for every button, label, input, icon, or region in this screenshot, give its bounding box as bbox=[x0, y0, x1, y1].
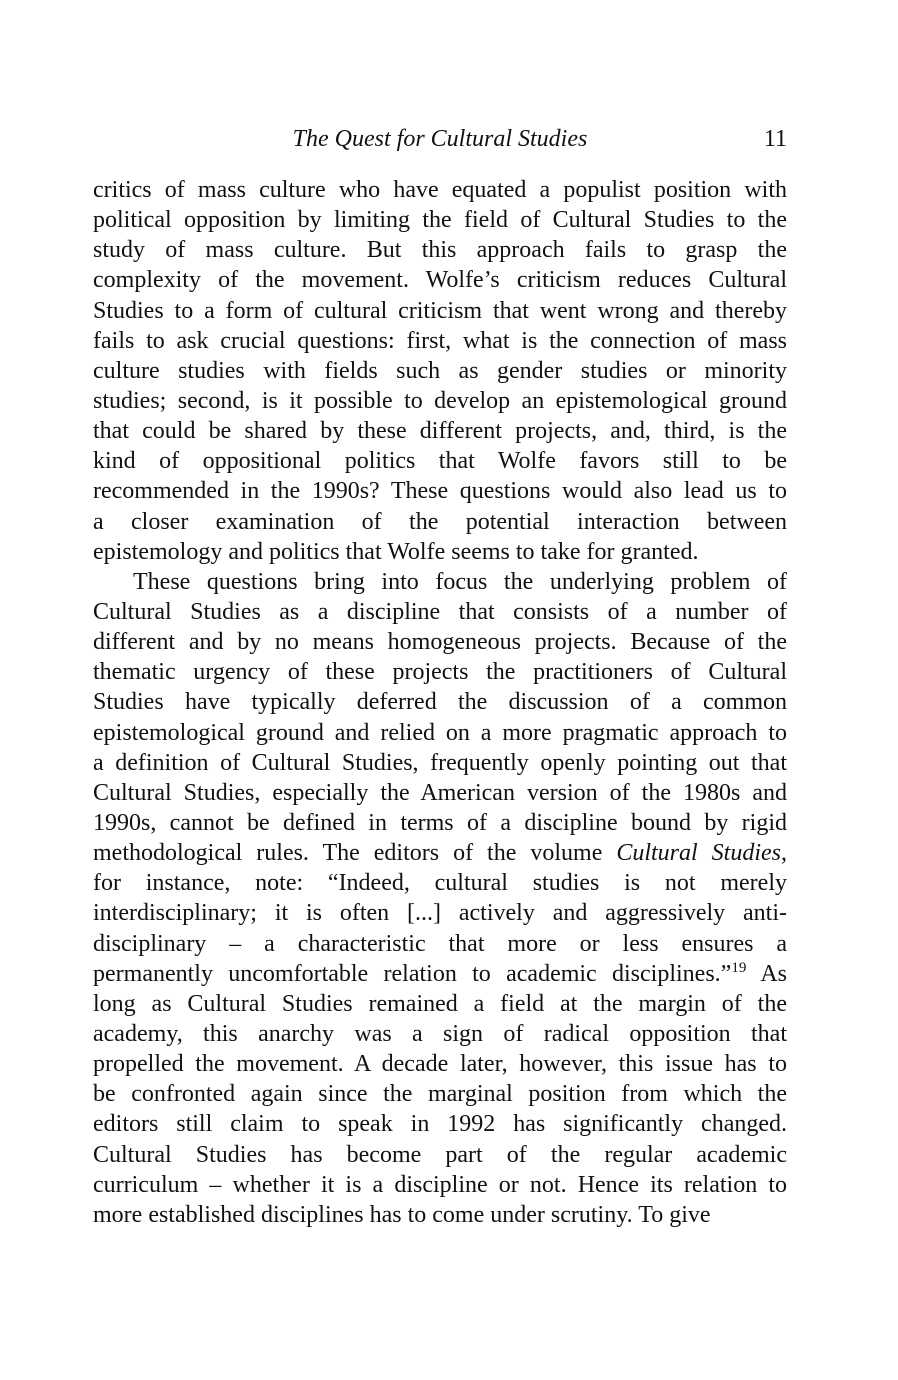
text-segment: a definition of Cultural Studies, frequently openly pointing out that bbox=[93, 749, 787, 776]
text-segment: different and by no means homogeneous projects. Because of the bbox=[93, 629, 787, 656]
text-segment: more established disciplines has to come under scrutiny. To give bbox=[93, 1201, 711, 1228]
text-segment: , bbox=[781, 840, 787, 867]
text-segment: Cultural Studies as a discipline that consists of a number of bbox=[93, 598, 787, 625]
text-segment: curriculum – whether it is a discipline or not. Hence its relation to bbox=[93, 1171, 787, 1198]
text-segment: epistemology and politics that Wolfe seems to take for granted. bbox=[93, 538, 699, 565]
text-line bbox=[93, 778, 787, 808]
text-segment: be confronted again since the marginal position from which the bbox=[93, 1081, 787, 1108]
text-line bbox=[93, 265, 787, 295]
text-segment: 1990s, cannot be defined in terms of a discipline bound by rigid bbox=[93, 809, 787, 836]
text-line bbox=[93, 386, 787, 416]
text-line bbox=[93, 597, 787, 627]
text-line bbox=[93, 507, 787, 537]
text-line bbox=[93, 748, 787, 778]
italic-title: Cultural Studies bbox=[616, 840, 781, 867]
text-line bbox=[93, 898, 787, 928]
text-line bbox=[93, 356, 787, 386]
text-segment: propelled the movement. A decade later, however, this issue has to bbox=[93, 1051, 787, 1078]
text-segment: methodological rules. The editors of the volume bbox=[93, 840, 617, 867]
text-line bbox=[93, 205, 787, 235]
text-segment: disciplinary – a characteristic that more or less ensures a bbox=[93, 930, 787, 957]
text-segment: Cultural Studies has become part of the regular academic bbox=[93, 1141, 787, 1168]
text-line bbox=[93, 989, 787, 1019]
text-segment: These questions bring into focus the underlying problem of bbox=[133, 568, 787, 595]
text-line bbox=[93, 476, 787, 506]
text-segment: that could be shared by these different projects, and, third, is the bbox=[93, 418, 787, 445]
body-text bbox=[93, 175, 787, 1230]
text-segment: studies; second, is it possible to develop an epistemological ground bbox=[93, 387, 787, 414]
text-line bbox=[93, 808, 787, 838]
text-line bbox=[93, 235, 787, 265]
text-segment: epistemological ground and relied on a more pragmatic approach to bbox=[93, 719, 787, 746]
paragraph bbox=[93, 567, 787, 1230]
text-segment: interdisciplinary; it is often [...] actively and aggressively anti- bbox=[93, 900, 787, 927]
paragraph bbox=[93, 175, 787, 567]
text-segment: As bbox=[746, 960, 787, 987]
text-line bbox=[93, 175, 787, 205]
text-segment: Cultural Studies, especially the American version of the 1980s and bbox=[93, 779, 787, 806]
text-line bbox=[93, 868, 787, 898]
text-segment: recommended in the 1990s? These questions would also lead us to bbox=[93, 478, 787, 505]
text-segment: long as Cultural Studies remained a field at the margin of the bbox=[93, 990, 787, 1017]
text-line bbox=[93, 627, 787, 657]
text-segment: critics of mass culture who have equated a populist position with bbox=[93, 177, 787, 203]
text-line bbox=[93, 1109, 787, 1139]
text-line bbox=[93, 1079, 787, 1109]
running-head bbox=[93, 122, 787, 156]
text-line bbox=[93, 959, 787, 989]
text-line bbox=[93, 929, 787, 959]
text-line bbox=[93, 296, 787, 326]
text-segment: for instance, note: “Indeed, cultural studies is not merely bbox=[93, 870, 787, 897]
text-segment: editors still claim to speak in 1992 has significantly changed. bbox=[93, 1111, 787, 1138]
text-segment: thematic urgency of these projects the practitioners of Cultural bbox=[93, 659, 787, 686]
text-line bbox=[93, 1170, 787, 1200]
page-number: 11 bbox=[763, 126, 787, 152]
text-segment: study of mass culture. But this approach fails to grasp the bbox=[93, 237, 787, 264]
text-segment: political opposition by limiting the field of Cultural Studies to the bbox=[93, 207, 787, 234]
text-line bbox=[93, 838, 787, 868]
text-segment: academy, this anarchy was a sign of radical opposition that bbox=[93, 1020, 787, 1047]
text-line bbox=[93, 446, 787, 476]
text-segment: Studies have typically deferred the discussion of a common bbox=[93, 689, 787, 716]
text-line bbox=[93, 326, 787, 356]
text-line bbox=[93, 687, 787, 717]
text-line bbox=[93, 1140, 787, 1170]
text-line bbox=[93, 1049, 787, 1079]
text-segment: a closer examination of the potential interaction between bbox=[93, 508, 787, 535]
text-line bbox=[93, 1200, 787, 1230]
text-line bbox=[93, 718, 787, 748]
footnote-marker: 19 bbox=[731, 959, 747, 976]
text-segment: kind of oppositional politics that Wolfe favors still to be bbox=[93, 448, 787, 475]
text-line bbox=[93, 537, 787, 567]
text-segment: complexity of the movement. Wolfe’s criticism reduces Cultural bbox=[93, 267, 787, 294]
text-line bbox=[93, 567, 787, 597]
text-line bbox=[93, 1019, 787, 1049]
text-line bbox=[93, 657, 787, 687]
text-segment: permanently uncomfortable relation to academic disciplines.” bbox=[93, 960, 732, 987]
text-segment: culture studies with fields such as gender studies or minority bbox=[93, 357, 787, 384]
text-line bbox=[93, 416, 787, 446]
text-segment: fails to ask crucial questions: first, what is the connection of mass bbox=[93, 327, 787, 354]
running-title: The Quest for Cultural Studies bbox=[292, 126, 588, 152]
text-segment: Studies to a form of cultural criticism that went wrong and thereby bbox=[93, 297, 787, 324]
